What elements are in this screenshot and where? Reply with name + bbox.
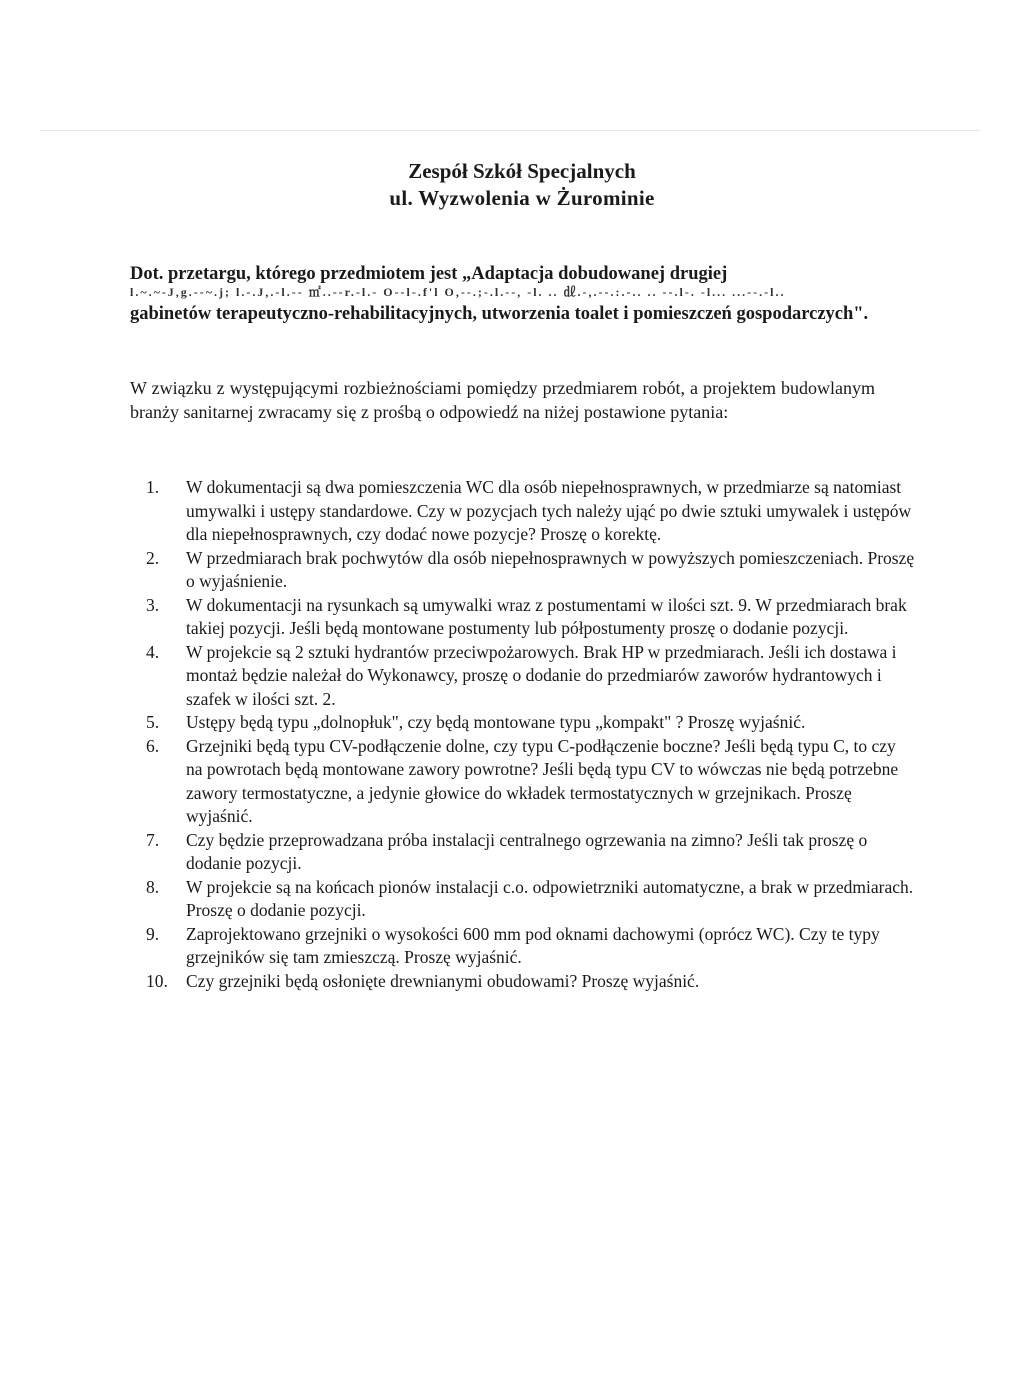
item-text: Czy będzie przeprowadzana próba instalacji centralnego ogrzewania na zimno? Jeśli tak proszę o dodanie pozycji. bbox=[186, 829, 868, 873]
item-number: 3. bbox=[146, 594, 160, 615]
item-text: W projekcie są 2 sztuki hydrantów przeciwpożarowych. Brak HP w przedmiarach. Jeśli ich dostawa i montaż będzie należał do Wykonawcy, proszę o dodanie do przedmiarów zaworów hydrantowych i szafek w ilości szt. 2. bbox=[186, 641, 897, 709]
item-text: Ustępy będą typu „dolnopłuk", czy będą montowane typu „kompakt" ? Proszę wyjaśnić. bbox=[186, 712, 806, 732]
document-header bbox=[0, 158, 1024, 212]
item-number: 1. bbox=[146, 477, 160, 497]
item-number: 9. bbox=[146, 923, 160, 944]
list-item bbox=[146, 735, 916, 829]
subject-line: Dot. przetargu, którego przedmiotem jest „Adaptacja dobudowanej drugiej bbox=[130, 264, 728, 284]
item-text: Grzejniki będą typu CV-podłączenie dolne, czy typu C-podłączenie boczne? Jeśli będą typu C, to czy na powrotach będą montowane zawory powrotne? Jeśli będą typu CV to wówczas nie będą potrzebne zawory termostatyczne, a jedynie głowice do wkładek termostatycznych w grzejnikach. Proszę wyjaśnić. bbox=[186, 735, 899, 826]
questions-list bbox=[146, 476, 916, 993]
list-item bbox=[146, 876, 916, 923]
list-item bbox=[146, 923, 916, 970]
item-number: 10. bbox=[146, 970, 168, 991]
subject-paragraph bbox=[130, 262, 882, 326]
item-number: 2. bbox=[146, 547, 160, 568]
subject-garbled-line: l.~.~-J,g.--~.j; l.-.J,.-l.-- ㎡..--r.-l.- O--l-.f'l O,--.;-.l.--, -l. .. ㎗.-,.--.:.-.. .. --.l-. -l... ...--.-l.. bbox=[130, 285, 786, 299]
list-item bbox=[146, 641, 916, 712]
school-address: ul. Wyzwolenia w Żurominie bbox=[389, 186, 655, 210]
school-name: Zespół Szkół Specjalnych bbox=[408, 159, 636, 183]
item-number: 5. bbox=[146, 712, 160, 732]
item-text: Zaprojektowano grzejniki o wysokości 600 mm pod oknami dachowymi (oprócz WC). Czy te typy grzejników się tam zmieszczą. Proszę wyjaśnić. bbox=[186, 923, 880, 967]
item-text: Czy grzejniki będą osłonięte drewnianymi obudowami? Proszę wyjaśnić. bbox=[186, 970, 700, 991]
item-number: 4. bbox=[146, 641, 160, 662]
item-text: W przedmiarach brak pochwytów dla osób niepełnosprawnych w powyższych pomieszczeniach. Proszę o wyjaśnienie. bbox=[186, 547, 915, 591]
scan-artifact-line bbox=[40, 130, 980, 131]
item-text: W dokumentacji na rysunkach są umywalki wraz z postumentami w ilości szt. 9. W przedmiarach brak takiej pozycji. Jeśli będą montowane postumenty lub półpostumenty proszę o dodanie pozycji. bbox=[186, 594, 907, 638]
list-item bbox=[146, 547, 916, 594]
item-number: 7. bbox=[146, 829, 160, 850]
item-number: 8. bbox=[146, 876, 160, 897]
item-text: W projekcie są na końcach pionów instalacji c.o. odpowietrzniki automatyczne, a brak w przedmiarach. Proszę o dodanie pozycji. bbox=[186, 876, 914, 920]
subject-line-continued: gabinetów terapeutyczno-rehabilitacyjnych, utworzenia toalet i pomieszczeń gospodarczych". bbox=[130, 304, 869, 324]
item-text: W dokumentacji są dwa pomieszczenia WC dla osób niepełnosprawnych, w przedmiarze są natomiast umywalki i ustępy standardowe. Czy w pozycjach tych należy ująć po dwie sztuki umywalek i ustępów dla niepełnosprawnych, czy dodać nowe pozycje? Proszę o korektę. bbox=[186, 477, 912, 544]
list-item bbox=[146, 970, 916, 994]
list-item bbox=[146, 829, 916, 876]
intro-paragraph: W związku z występującymi rozbieżnościami pomiędzy przedmiarem robót, a projektem budowlanym branży sanitarnej zwracamy się z prośbą o odpowiedź na niżej postawione pytania: bbox=[130, 378, 875, 422]
list-item bbox=[146, 476, 916, 547]
item-number: 6. bbox=[146, 735, 160, 756]
list-item bbox=[146, 594, 916, 641]
list-item bbox=[146, 711, 916, 735]
